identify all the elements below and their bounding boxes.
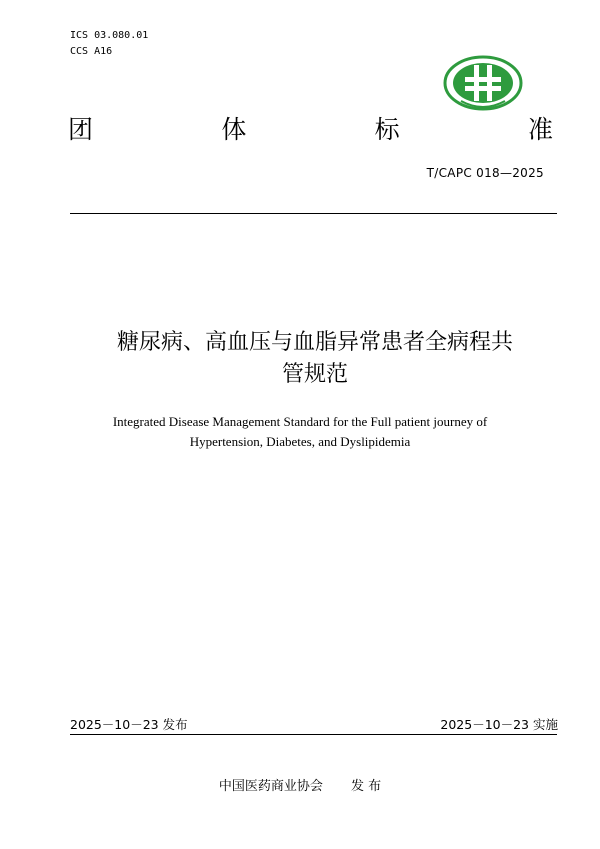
implement-date: 2025－10－23 实施 [440,717,558,732]
chinese-title [60,327,570,391]
footer-divider [70,734,557,735]
title-char: 标 [374,115,400,144]
ccs-code: CCS A16 [70,46,113,57]
title-char: 准 [527,115,553,144]
association-emblem-icon [443,55,523,115]
english-title-line: Hypertension, Diabetes, and Dyslipidemia [189,434,411,449]
publish-date: 2025－10－23 发布 [70,717,188,732]
issuer-line [0,775,600,794]
chinese-title-line: 糖尿病、高血压与血脂异常患者全病程共 [116,330,513,355]
title-char: 体 [221,115,247,144]
issuer-name: 中国医药商业协会 [218,779,323,794]
chinese-title-line: 管规范 [281,362,348,387]
english-title-line: Integrated Disease Management Standard for the Full patient journey of [112,414,488,429]
english-title [70,412,530,452]
ics-code: ICS 03.080.01 [70,30,149,41]
header-divider [70,213,557,214]
standard-number: T/CAPC 018—2025 [426,166,544,180]
document-type-title [68,114,553,146]
title-char: 团 [68,115,94,144]
issuer-action: 发 布 [350,779,382,794]
